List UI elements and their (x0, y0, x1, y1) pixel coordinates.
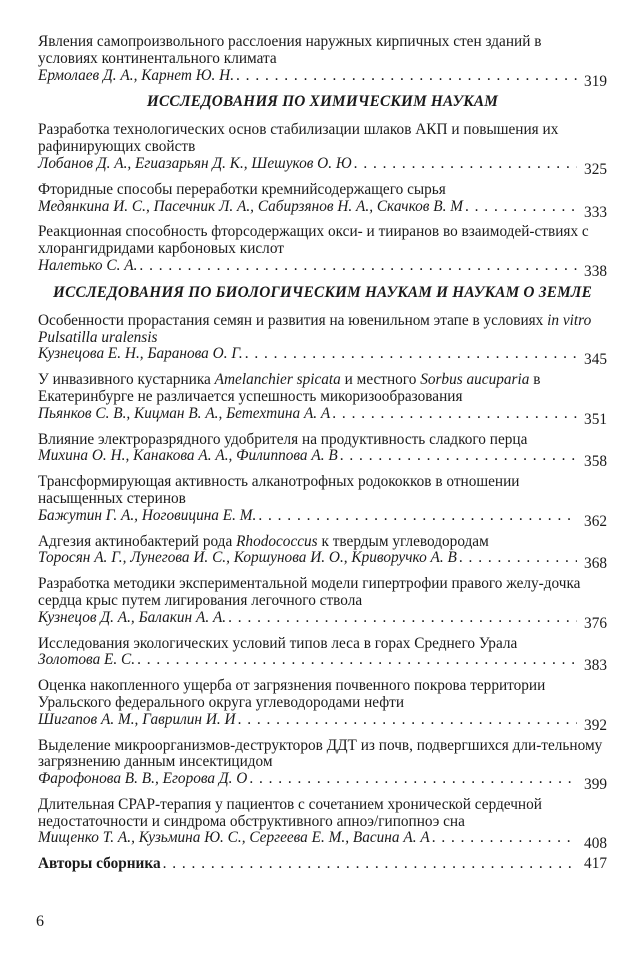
entry-title-italic: Amelanchier spicata (214, 371, 341, 389)
entry-title: Трансформирующая активность алканотрофных родококков в отношении насыщенных стеринов (38, 473, 520, 507)
dot-leader (139, 258, 577, 275)
toc-entry[interactable] (38, 223, 607, 280)
dot-leader (465, 199, 577, 216)
entry-authors: Пьянков С. В., Кицман В. А., Бетехтина А. А (38, 404, 331, 422)
toc-entry[interactable] (38, 532, 607, 573)
dot-leader (245, 346, 577, 363)
entry-title: Выделение микроорганизмов-деструкторов ДДТ из почв, подвергшихся дли-тельному загрязнению данным инсектицидом (38, 736, 603, 771)
entry-author-row (38, 256, 607, 280)
toc-entry[interactable] (38, 575, 607, 632)
dot-leader (258, 508, 577, 525)
toc-entry[interactable] (38, 371, 607, 428)
entry-authors: Медянкина И. С., Пасечник Л. А., Сабирзянов Н. А., Скачков В. М (38, 197, 463, 215)
dot-leader (236, 68, 577, 85)
entry-page-number: 399 (584, 776, 607, 794)
section-heading: ИССЛЕДОВАНИЯ ПО БИОЛОГИЧЕСКИМ НАУКАМ И НАУКАМ О ЗЕМЛЕ (53, 283, 592, 301)
entry-author-row (38, 154, 607, 178)
entry-page-number: 362 (584, 512, 607, 530)
entry-author-row (38, 829, 607, 853)
entry-title-part: Особенности прорастания семян и развития на ювенильном этапе в условиях (38, 311, 548, 329)
toc-entry[interactable] (38, 311, 607, 369)
dot-leader (238, 712, 577, 729)
dot-leader (228, 610, 577, 627)
entry-authors: Торосян А. Г., Лунегова И. С., Коршунова И. О., Криворучко А. В (38, 549, 457, 567)
entry-page-number: 345 (584, 351, 607, 369)
entry-authors: Налетько С. А. (38, 256, 138, 274)
entry-title-part: Адгезия актинобактерий рода (38, 532, 237, 550)
entry-title-italic: Rhodococcus (236, 532, 318, 550)
entry-title: Исследования экологических условий типов леса в горах Среднего Урала (38, 634, 518, 652)
entry-title: Разработка технологических основ стабилизации шлаков АКП и повышения их рафинирующих свойств (38, 121, 559, 156)
entry-author-row (38, 345, 607, 369)
toc-entry[interactable] (38, 430, 607, 471)
entry-title: Разработка методики экспериментальной модели гипертрофии правого желу-дочка сердца крыс путем лигирования легочного ствола (38, 575, 581, 609)
entry-title-part: к твердым углеводородам (317, 532, 489, 550)
page-number: 6 (36, 913, 44, 930)
dot-leader (137, 652, 577, 669)
entry-author-row (38, 549, 607, 573)
entry-authors: Золотова Е. С. (38, 651, 136, 669)
toc-entry[interactable] (38, 33, 607, 90)
dot-leader (459, 550, 577, 567)
entry-author-row (38, 506, 607, 530)
toc-entry[interactable] (38, 180, 607, 221)
entry-page-number: 358 (584, 453, 607, 471)
entry-authors: Шигапов А. М., Гаврилин И. И (38, 710, 236, 728)
entry-author-row (38, 404, 607, 428)
entry-title-italic: in vitro Pulsatilla uralensis (38, 311, 592, 346)
entry-author-row (38, 447, 607, 471)
entry-author-row (38, 770, 607, 794)
entry-page-number: 325 (584, 160, 607, 178)
entry-authors: Фарофонова В. В., Егорова Д. О (38, 770, 248, 788)
entry-page-number: 351 (584, 410, 607, 428)
entry-title: Реакционная способность фторсодержащих окси- и тииранов во взаимодей-ствиях с хлорангидридами карбоновых кислот (38, 223, 589, 258)
entry-page-number: 392 (584, 716, 607, 734)
toc-entry[interactable] (38, 795, 607, 853)
entry-page-number: 338 (584, 262, 607, 280)
dot-leader (432, 830, 577, 847)
toc-entry[interactable] (38, 121, 607, 178)
entry-author-row (38, 66, 607, 90)
toc-entry-authors-index[interactable] (38, 856, 607, 873)
table-of-contents (38, 34, 607, 882)
entry-page-number: 417 (584, 855, 607, 873)
entry-authors: Кузнецова Е. Н., Баранова О. Г. (38, 345, 243, 363)
entry-title (38, 534, 605, 551)
entry-authors: Ермолаев Д. А., Карнет Ю. Н. (38, 66, 235, 84)
entry-authors: Лобанов Д. А., Егиазарьян Д. К., Шешуков О. Ю (38, 154, 352, 172)
entry-author-row (38, 856, 607, 873)
section-heading: ИССЛЕДОВАНИЯ ПО ХИМИЧЕСКИМ НАУКАМ (146, 93, 499, 111)
toc-entry[interactable] (38, 677, 607, 734)
dot-leader (354, 156, 577, 173)
entry-author-row (38, 710, 607, 734)
entry-authors: Бажутин Г. А., Ноговицина Е. М. (38, 506, 257, 524)
entry-authors: Михина О. Н., Канакова А. А., Филиппова А. В (38, 447, 338, 465)
toc-entry[interactable] (38, 634, 607, 675)
entry-title: Фторидные способы переработки кремнийсодержащего сырья (38, 180, 446, 198)
entry-title: Явления самопроизвольного расслоения наружных кирпичных стен зданий в условиях континентального климата (38, 33, 542, 67)
dot-leader (332, 406, 577, 423)
entry-title: Влияние электроразрядного удобрителя на продуктивность сладкого перца (38, 430, 528, 448)
entry-author-row (38, 651, 607, 675)
entry-page-number: 408 (584, 835, 607, 853)
entry-author-row (38, 608, 607, 632)
entry-page-number: 368 (584, 555, 607, 573)
entry-authors: Авторы сборника (38, 855, 161, 873)
entry-authors: Кузнецов Д. А., Балакин А. А. (38, 608, 227, 626)
entry-title (38, 313, 605, 347)
entry-authors: Мищенко Т. А., Кузьмина Ю. С., Сергеева Е. М., Васина А. А (38, 829, 430, 847)
entry-title (38, 372, 605, 406)
entry-title-part: У инвазивного кустарника (38, 371, 215, 389)
entry-page-number: 376 (584, 614, 607, 632)
entry-title: Оценка накопленного ущерба от загрязнения почвенного покрова территории Уральского федерального округа углеводородами нефти (38, 677, 546, 711)
entry-title-part: и местного (340, 371, 421, 389)
entry-page-number: 383 (584, 657, 607, 675)
entry-page-number: 319 (584, 72, 607, 90)
entry-title-part: в Екатеринбурге не различается успешность микоризообразования (38, 371, 541, 405)
dot-leader (163, 856, 577, 873)
entry-title: Длительная CPAP-терапия у пациентов с сочетанием хронической сердечной недостаточности и синдрома обструктивного апноэ/гипопноэ сна (38, 795, 542, 830)
entry-page-number: 333 (584, 203, 607, 221)
entry-author-row (38, 197, 607, 221)
dot-leader (249, 771, 577, 788)
toc-entry[interactable] (38, 736, 607, 794)
toc-entry[interactable] (38, 473, 607, 530)
dot-leader (340, 448, 577, 465)
entry-title-italic: Sorbus aucuparia (420, 371, 530, 389)
